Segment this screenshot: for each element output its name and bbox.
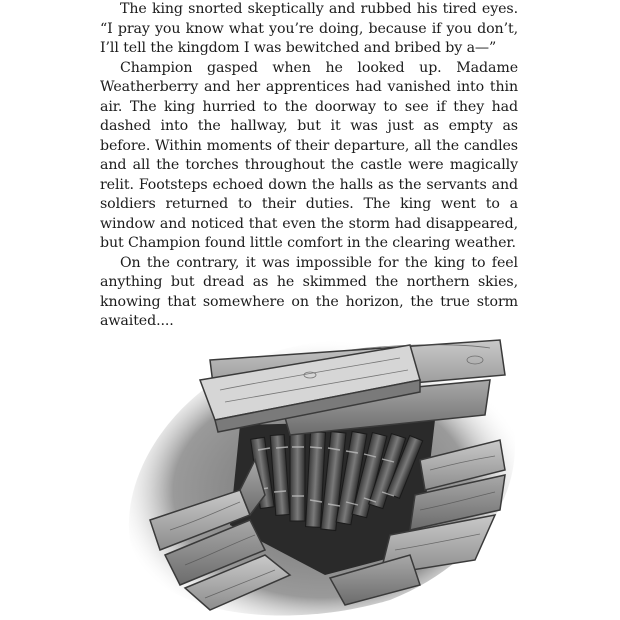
floorboards-illustration	[90, 320, 540, 620]
paragraph-3: On the contrary, it was impossible for the king to feel anything but dread as he skimmed the northern skies, knowing that somewhere on the horizon, the true storm awaited....	[100, 254, 518, 329]
paragraph-2: Champion gasped when he looked up. Madame Weatherberry and her apprentices had vanished into thin air. The king hurried to the doorway to see if they had dashed into the hallway, but it was just as empty as before. Within moments of their departure, all the candles and all the torches throughout the castle were magically relit. Footsteps echoed down the halls as the servants and soldiers returned to their duties. The king went to a window and noticed that even the storm had disappeared, but Champion found little comfort in the clearing weather.	[100, 59, 518, 251]
body-text	[100, 0, 518, 332]
paragraph-1: The king snorted skeptically and rubbed his tired eyes. “I pray you know what you’re doing, because if you don’t, I’ll tell the kingdom I was bewitched and bribed by a—”	[100, 1, 518, 56]
